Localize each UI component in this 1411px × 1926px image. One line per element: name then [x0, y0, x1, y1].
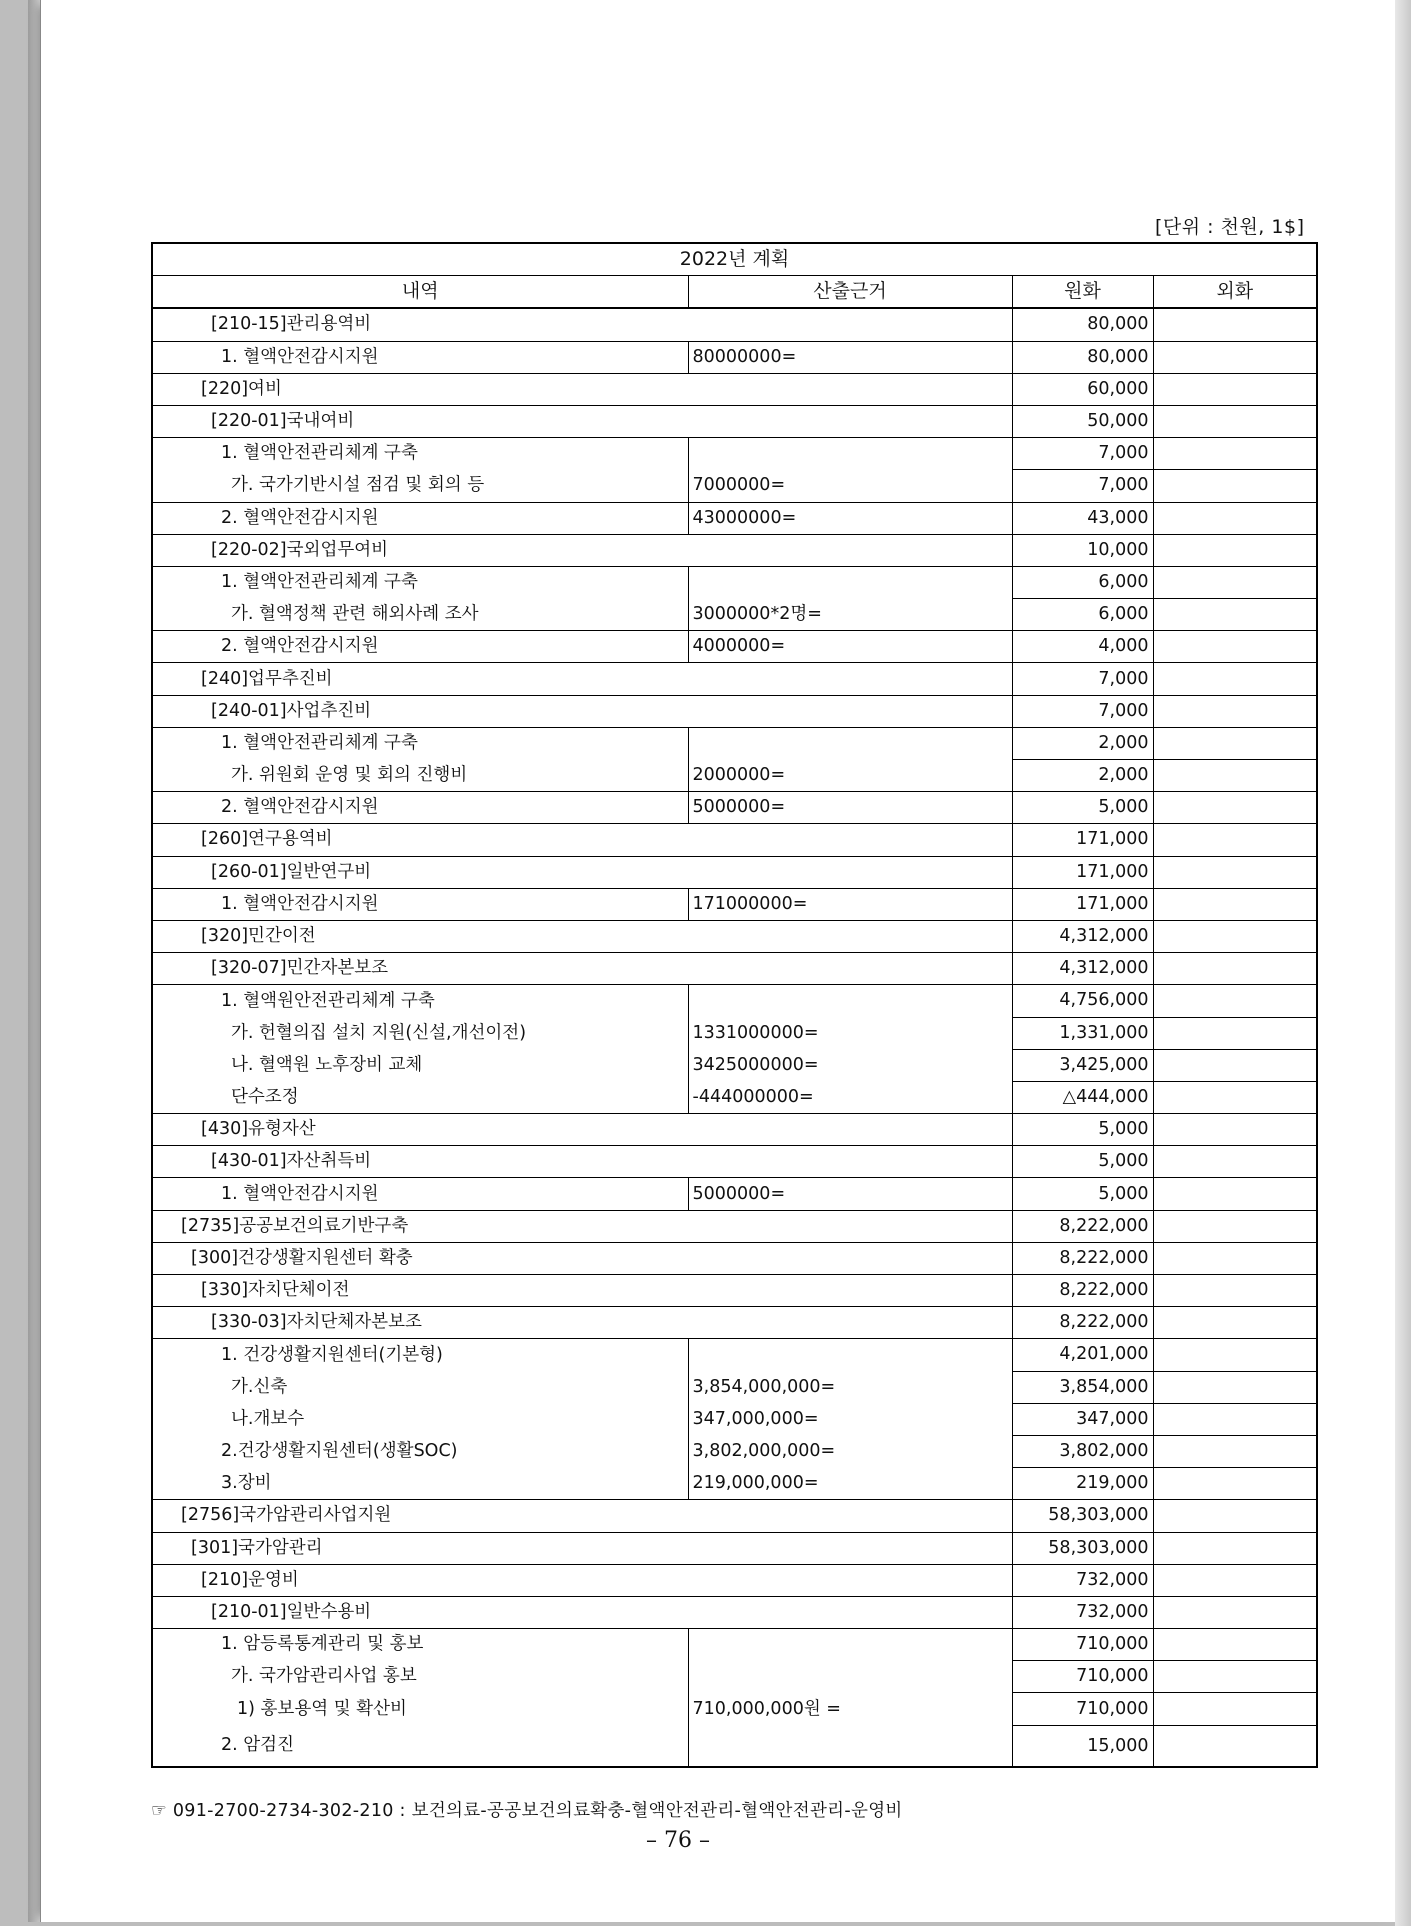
table-row [152, 599, 1317, 631]
row-description: 나.개보수 [231, 1408, 305, 1429]
row-foreign-amount [1153, 1693, 1317, 1725]
row-description: [2756]국가암관리사업지원 [152, 1500, 1012, 1532]
row-description: [240]업무추진비 [152, 663, 1012, 695]
unit-label: [단위 : 천원, 1$] [1155, 216, 1305, 238]
table-row [152, 1661, 1317, 1693]
row-description: 가. 국가기반시설 점검 및 회의 등 [152, 470, 688, 502]
row-description: [260-01]일반연구비 [152, 856, 1012, 888]
table-row [152, 438, 1317, 470]
table-row [152, 1146, 1317, 1178]
budget-table [151, 242, 1318, 1768]
row-foreign-amount [1153, 856, 1317, 888]
table-row [152, 308, 1317, 341]
row-basis: 1331000000= [688, 1017, 1012, 1049]
row-krw-amount: 3,802,000 [1012, 1435, 1153, 1467]
row-foreign-amount [1153, 1468, 1317, 1500]
row-foreign-amount [1153, 1725, 1317, 1767]
table-row [152, 405, 1317, 437]
row-krw-amount: 710,000 [1012, 1629, 1153, 1661]
row-krw-amount: 6,000 [1012, 599, 1153, 631]
table-row [152, 341, 1317, 373]
row-krw-amount: 7,000 [1012, 438, 1153, 470]
row-krw-amount: 347,000 [1012, 1403, 1153, 1435]
row-description: 단수조정 [152, 1081, 688, 1113]
row-basis: 347,000,000= [688, 1403, 1012, 1435]
row-description: 2. 암검진 [152, 1725, 688, 1767]
row-krw-amount: 5,000 [1012, 1146, 1153, 1178]
row-foreign-amount [1153, 1178, 1317, 1210]
table-row [152, 1017, 1317, 1049]
row-basis: 219,000,000= [688, 1468, 1012, 1500]
row-krw-amount: 60,000 [1012, 373, 1153, 405]
row-basis: 7000000= [688, 470, 1012, 502]
row-krw-amount: 710,000 [1012, 1661, 1153, 1693]
table-row [152, 985, 1317, 1017]
row-basis: 43000000= [688, 502, 1012, 534]
row-foreign-amount [1153, 341, 1317, 373]
row-krw-amount: 8,222,000 [1012, 1242, 1153, 1274]
row-foreign-amount [1153, 1435, 1317, 1467]
row-basis: 3,854,000,000= [688, 1371, 1012, 1403]
row-basis [688, 1725, 1012, 1767]
table-row [152, 534, 1317, 566]
row-krw-amount: 43,000 [1012, 502, 1153, 534]
row-krw-amount: 5,000 [1012, 1114, 1153, 1146]
row-basis [688, 1661, 1012, 1693]
row-foreign-amount [1153, 792, 1317, 824]
table-row [152, 920, 1317, 952]
row-basis: 5000000= [688, 1178, 1012, 1210]
row-description: 2.건강생활지원센터(생활SOC) [221, 1441, 458, 1462]
table-row [152, 1114, 1317, 1146]
row-foreign-amount [1153, 760, 1317, 792]
row-krw-amount: 50,000 [1012, 405, 1153, 437]
row-foreign-amount [1153, 1242, 1317, 1274]
row-basis [688, 1629, 1012, 1661]
row-description: 가. 헌혈의집 설치 지원(신설,개선이전) [231, 1022, 527, 1043]
row-krw-amount: 171,000 [1012, 824, 1153, 856]
row-description: 1. 혈액안전관리체계 구축 [221, 733, 418, 754]
table-row [152, 856, 1317, 888]
row-basis [688, 1339, 1012, 1371]
row-basis: -444000000= [688, 1081, 1012, 1113]
table-row [152, 1242, 1317, 1274]
row-description: [301]국가암관리 [152, 1532, 1012, 1564]
row-krw-amount: 4,201,000 [1012, 1339, 1153, 1371]
row-description: [300]건강생활지원센터 확충 [152, 1242, 1012, 1274]
row-krw-amount: 4,756,000 [1012, 985, 1153, 1017]
row-foreign-amount [1153, 824, 1317, 856]
row-foreign-amount [1153, 1629, 1317, 1661]
row-description: [320]민간이전 [152, 920, 1012, 952]
row-krw-amount: 80,000 [1012, 341, 1153, 373]
row-krw-amount: 732,000 [1012, 1564, 1153, 1596]
table-row [152, 1500, 1317, 1532]
table-row [152, 470, 1317, 502]
row-basis: 171000000= [688, 888, 1012, 920]
row-foreign-amount [1153, 1307, 1317, 1339]
row-basis: 3,802,000,000= [688, 1435, 1012, 1467]
footnote: ☞ 091-2700-2734-302-210 : 보건의료-공공보건의료확충-혈액안전관리-혈액안전관리-운영비 [151, 1801, 903, 1821]
table-row [152, 373, 1317, 405]
row-description: 1. 혈액안전감시지원 [152, 341, 688, 373]
row-krw-amount: 4,312,000 [1012, 920, 1153, 952]
row-description: [220]여비 [152, 373, 1012, 405]
row-krw-amount: 6,000 [1012, 566, 1153, 598]
column-header-description: 내역 [152, 276, 688, 309]
row-basis: 2000000= [688, 760, 1012, 792]
table-row [152, 760, 1317, 792]
table-row [152, 1307, 1317, 1339]
row-description: 가. 국가암관리사업 홍보 [231, 1666, 417, 1687]
row-description: 1. 혈액안전감시지원 [152, 888, 688, 920]
column-header-foreign: 외화 [1153, 276, 1317, 309]
row-foreign-amount [1153, 599, 1317, 631]
row-krw-amount: 4,000 [1012, 631, 1153, 663]
table-row [152, 1371, 1317, 1403]
table-row [152, 502, 1317, 534]
row-foreign-amount [1153, 1017, 1317, 1049]
row-description: 1. 혈액원안전관리체계 구축 [221, 990, 435, 1011]
row-krw-amount: 1,331,000 [1012, 1017, 1153, 1049]
table-row [152, 1725, 1317, 1767]
table-row [152, 953, 1317, 985]
column-header-basis: 산출근거 [688, 276, 1012, 309]
row-description: [210]운영비 [152, 1564, 1012, 1596]
row-foreign-amount [1153, 405, 1317, 437]
row-krw-amount: 10,000 [1012, 534, 1153, 566]
row-krw-amount: 7,000 [1012, 470, 1153, 502]
row-foreign-amount [1153, 727, 1317, 759]
row-foreign-amount [1153, 1049, 1317, 1081]
row-krw-amount: 58,303,000 [1012, 1500, 1153, 1532]
row-description: 1. 암등록통계관리 및 홍보 [221, 1634, 424, 1655]
row-description: [2735]공공보건의료기반구축 [152, 1210, 1012, 1242]
row-description: 3.장비 [152, 1468, 688, 1500]
table-body [152, 308, 1317, 1766]
row-foreign-amount [1153, 1596, 1317, 1628]
table-row [152, 824, 1317, 856]
row-krw-amount: 15,000 [1012, 1725, 1153, 1767]
row-krw-amount: 171,000 [1012, 888, 1153, 920]
row-foreign-amount [1153, 1661, 1317, 1693]
row-foreign-amount [1153, 953, 1317, 985]
row-krw-amount: 219,000 [1012, 1468, 1153, 1500]
row-foreign-amount [1153, 1210, 1317, 1242]
table-row [152, 727, 1317, 759]
row-krw-amount: 3,854,000 [1012, 1371, 1153, 1403]
column-header-krw: 원화 [1012, 276, 1153, 309]
row-basis: 3425000000= [688, 1049, 1012, 1081]
row-foreign-amount [1153, 1532, 1317, 1564]
row-foreign-amount [1153, 1146, 1317, 1178]
table-row [152, 792, 1317, 824]
row-foreign-amount [1153, 438, 1317, 470]
plan-header: 2022년 계획 [152, 243, 1317, 276]
table-row [152, 631, 1317, 663]
row-description: 나. 혈액원 노후장비 교체 [231, 1054, 423, 1075]
row-foreign-amount [1153, 534, 1317, 566]
row-foreign-amount [1153, 985, 1317, 1017]
row-foreign-amount [1153, 502, 1317, 534]
row-basis: 4000000= [688, 631, 1012, 663]
row-description: 1. 혈액안전관리체계 구축 [221, 443, 418, 464]
row-foreign-amount [1153, 1500, 1317, 1532]
row-krw-amount: 58,303,000 [1012, 1532, 1153, 1564]
row-description: 2. 혈액안전감시지원 [152, 631, 688, 663]
row-basis: 710,000,000원 = [688, 1693, 1012, 1725]
row-description: 1. 혈액안전감시지원 [152, 1178, 688, 1210]
row-foreign-amount [1153, 695, 1317, 727]
row-krw-amount: 80,000 [1012, 308, 1153, 341]
row-description: [260]연구용역비 [152, 824, 1012, 856]
row-foreign-amount [1153, 566, 1317, 598]
row-description: 1) 홍보용역 및 확산비 [237, 1698, 407, 1719]
row-krw-amount: 5,000 [1012, 792, 1153, 824]
row-description: [240-01]사업추진비 [152, 695, 1012, 727]
row-krw-amount: 7,000 [1012, 695, 1153, 727]
row-foreign-amount [1153, 470, 1317, 502]
table-row [152, 1596, 1317, 1628]
row-krw-amount: 2,000 [1012, 727, 1153, 759]
row-basis [688, 727, 1012, 759]
row-krw-amount: 171,000 [1012, 856, 1153, 888]
row-foreign-amount [1153, 663, 1317, 695]
table-row [152, 1081, 1317, 1113]
table-row [152, 888, 1317, 920]
row-krw-amount: 7,000 [1012, 663, 1153, 695]
row-krw-amount: 3,425,000 [1012, 1049, 1153, 1081]
row-krw-amount: △444,000 [1012, 1081, 1153, 1113]
table-row [152, 1532, 1317, 1564]
row-foreign-amount [1153, 1371, 1317, 1403]
row-krw-amount: 2,000 [1012, 760, 1153, 792]
row-description: [430-01]자산취득비 [152, 1146, 1012, 1178]
row-foreign-amount [1153, 1114, 1317, 1146]
table-row [152, 695, 1317, 727]
table-row [152, 1178, 1317, 1210]
row-foreign-amount [1153, 1275, 1317, 1307]
table-row [152, 1564, 1317, 1596]
row-description: [330-03]자치단체자본보조 [152, 1307, 1012, 1339]
row-krw-amount: 8,222,000 [1012, 1275, 1153, 1307]
row-description: [330]자치단체이전 [152, 1275, 1012, 1307]
row-description: [320-07]민간자본보조 [152, 953, 1012, 985]
row-description: 1. 건강생활지원센터(기본형) [221, 1344, 443, 1365]
table-row [152, 1629, 1317, 1661]
row-foreign-amount [1153, 1403, 1317, 1435]
page-number: – 76 – [646, 1828, 710, 1853]
row-description: [210-15]관리용역비 [152, 308, 1012, 341]
row-basis: 80000000= [688, 341, 1012, 373]
row-description: 1. 혈액안전관리체계 구축 [221, 572, 418, 593]
row-description: 가.신축 [231, 1376, 288, 1397]
table-row [152, 1403, 1317, 1435]
row-basis [688, 566, 1012, 598]
row-krw-amount: 5,000 [1012, 1178, 1153, 1210]
row-foreign-amount [1153, 373, 1317, 405]
row-description: 가. 혈액정책 관련 해외사례 조사 [152, 599, 688, 631]
table-row [152, 1210, 1317, 1242]
table-row [152, 566, 1317, 598]
row-foreign-amount [1153, 631, 1317, 663]
row-foreign-amount [1153, 1339, 1317, 1371]
table-row [152, 1435, 1317, 1467]
row-basis: 5000000= [688, 792, 1012, 824]
row-foreign-amount [1153, 888, 1317, 920]
table-row [152, 1339, 1317, 1371]
table-row [152, 1468, 1317, 1500]
row-foreign-amount [1153, 1564, 1317, 1596]
row-description: [220-01]국내여비 [152, 405, 1012, 437]
row-description: 가. 위원회 운영 및 회의 진행비 [152, 760, 688, 792]
row-description: [210-01]일반수용비 [152, 1596, 1012, 1628]
row-description: 2. 혈액안전감시지원 [152, 792, 688, 824]
row-krw-amount: 8,222,000 [1012, 1307, 1153, 1339]
row-basis [688, 438, 1012, 470]
row-description: [430]유형자산 [152, 1114, 1012, 1146]
row-krw-amount: 8,222,000 [1012, 1210, 1153, 1242]
row-description: [220-02]국외업무여비 [152, 534, 1012, 566]
table-row [152, 1693, 1317, 1725]
row-krw-amount: 732,000 [1012, 1596, 1153, 1628]
table-row [152, 1049, 1317, 1081]
row-basis: 3000000*2명= [688, 599, 1012, 631]
row-foreign-amount [1153, 920, 1317, 952]
row-krw-amount: 710,000 [1012, 1693, 1153, 1725]
table-row [152, 1275, 1317, 1307]
page-shadow [1395, 0, 1411, 1926]
row-basis [688, 985, 1012, 1017]
table-row [152, 663, 1317, 695]
row-krw-amount: 4,312,000 [1012, 953, 1153, 985]
row-description: 2. 혈액안전감시지원 [152, 502, 688, 534]
row-foreign-amount [1153, 1081, 1317, 1113]
row-foreign-amount [1153, 308, 1317, 341]
